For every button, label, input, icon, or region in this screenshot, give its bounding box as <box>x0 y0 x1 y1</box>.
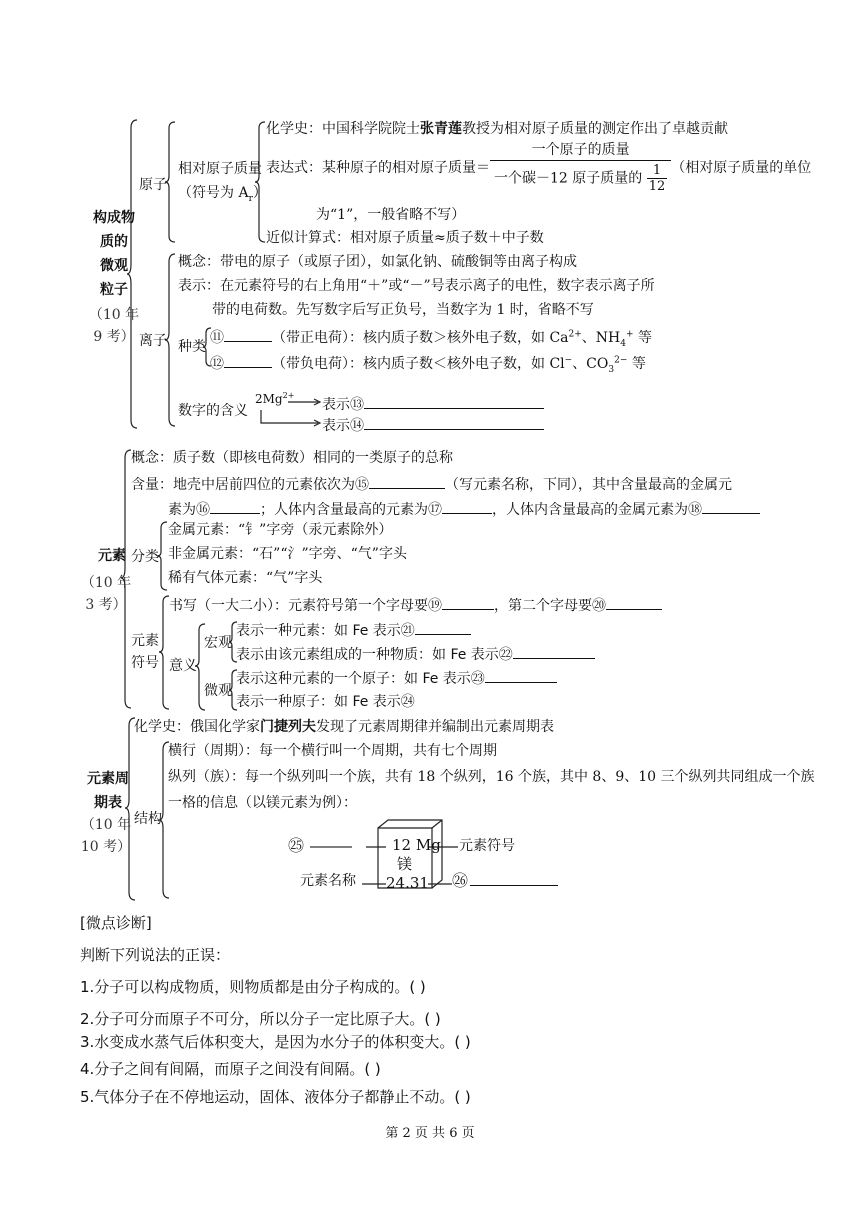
atomic-number: 12 <box>392 836 412 854</box>
answer-blank <box>364 396 544 409</box>
atomic-mass: 24.31 <box>386 874 429 892</box>
bracket <box>166 120 176 244</box>
expression-fraction <box>490 143 671 193</box>
note-line: （10 年 <box>80 575 132 591</box>
mg-ion-text: 2Mg <box>255 392 283 406</box>
periodic-history <box>134 720 554 734</box>
subscript: 3 <box>608 364 615 375</box>
history-suffix: 发现了元素周期律并编制出元素周期表 <box>316 719 554 735</box>
section-note <box>80 814 132 858</box>
kind-text: （带正电荷）：核内质子数＞核外电子数，如 Ca <box>272 330 569 346</box>
meaning-text: 表示一种原子：如 Fe 表示㉔ <box>236 694 415 710</box>
meaning-text: 表示⑬ <box>322 397 364 413</box>
diagnosis-item: 3.水变成水蒸气后体积变大，是因为水分子的体积变大。( ) <box>80 1033 471 1051</box>
structure-label: 结构 <box>134 811 162 827</box>
micro-label: 微观 <box>204 683 232 699</box>
macro-label: 宏观 <box>204 635 232 651</box>
answer-blank <box>210 501 260 514</box>
diagnosis-item: 1.分子可以构成物质，则物质都是由分子构成的。( ) <box>80 978 426 996</box>
answer-blank <box>606 597 662 610</box>
note-line: 9 考） <box>93 329 135 345</box>
classification-label: 分类 <box>131 549 159 565</box>
denominator-text: 一个碳－12 原子质量的 <box>494 170 643 187</box>
page-footer: 第 2 页 共 6 页 <box>385 1126 475 1141</box>
cell-info: 一格的信息（以镁元素为例）： <box>168 795 357 811</box>
expression-prefix: 表达式：某种原子的相对原子质量＝ <box>266 160 490 176</box>
ion-expression-1: 表示：在元素符号的右上角用“＋”或“－”号表示离子的电性，数字表示离子所 <box>178 278 655 294</box>
meaning-text: 表示⑭ <box>322 418 364 434</box>
frac-one: 1 <box>647 164 668 179</box>
number-meaning-label: 数字的含义 <box>178 403 248 419</box>
diagnosis-item: 4.分子之间有间隔，而原子之间没有间隔。( ) <box>80 1060 381 1078</box>
diagnosis-item: 2.分子可分而原子不可分，所以分子一定比原子大。( ) <box>80 1010 441 1028</box>
ram-symbol-sub: r <box>248 193 253 204</box>
title-line: 构成物 <box>93 210 135 226</box>
writing-text: 书写（一大二小）：元素符号第一个字母要⑲ <box>169 598 442 614</box>
answer-blank <box>369 476 445 489</box>
answer-blank <box>513 646 595 659</box>
mg-ion-charge: 2+ <box>282 391 295 400</box>
meaning-text: 表示这种元素的一个原子：如 Fe 表示㉓ <box>236 671 485 687</box>
micro-meaning-1 <box>236 670 557 686</box>
charge: − <box>564 355 573 366</box>
ion-expression-2: 带的电荷数。先写数字后写正负号，当数字为 1 时，省略不写 <box>212 302 594 318</box>
one-twelfth <box>647 164 668 193</box>
meaning-1 <box>322 396 544 412</box>
title-line: 质的 <box>100 234 128 250</box>
content-text: 素为⑯ <box>168 502 210 518</box>
answer-blank <box>224 355 272 368</box>
element-concept: 概念：质子数（即核电荷数）相同的一类原子的总称 <box>131 450 453 466</box>
content-text: 含量：地壳中居前四位的元素依次为⑮ <box>131 477 369 493</box>
symbol-writing <box>169 597 662 613</box>
ram-symbol-label <box>178 186 267 204</box>
answer-blank <box>485 670 557 683</box>
writing-text: ，第二个字母要⑳ <box>494 598 606 614</box>
history-prefix: 化学史：中国科学院院士 <box>266 121 420 137</box>
expression-suffix: （相对原子质量的单位 <box>671 160 812 176</box>
bracket <box>256 120 266 244</box>
diagnosis-item: 5.气体分子在不停地运动，固体、液体分子都静止不动。( ) <box>80 1088 471 1106</box>
meaning-2 <box>322 417 544 433</box>
period-row: 横行（周期）：每一个横行叫一个周期，共有七个周期 <box>168 743 497 759</box>
content-text: ，人体内含量最高的金属元素为⑱ <box>492 502 702 518</box>
bracket <box>166 252 176 430</box>
title-line: 元素周 <box>87 771 129 787</box>
symbol-label: 元素 <box>131 633 159 649</box>
ram-symbol-end: ） <box>252 185 267 201</box>
title-line: 微观 <box>100 258 128 274</box>
cell-number-symbol <box>392 838 441 853</box>
bracket <box>128 118 138 430</box>
title-line: 期表 <box>94 795 122 811</box>
element-content-2 <box>168 501 760 517</box>
content-text: （写元素名称，下同），其中含量最高的金属元 <box>445 477 732 493</box>
subscript: 4 <box>620 338 626 349</box>
atom-label: 原子 <box>139 177 167 193</box>
kind-end: 等 <box>627 356 646 372</box>
answer-blank <box>702 501 760 514</box>
ion-label: 离子 <box>139 333 167 349</box>
element-name: 镁 <box>397 855 413 873</box>
macro-meaning-2 <box>236 646 595 662</box>
note-line: （10 年 <box>88 307 140 323</box>
history-prefix: 化学史：俄国化学家 <box>134 719 260 735</box>
blank-number: ⑪ <box>210 330 224 346</box>
group-column: 纵列（族）：每一个纵列叫一个族，共有 18 个纵列，16 个族，其中 8、9、10 三个纵列共同组成一个族 <box>168 769 815 785</box>
symbol-meaning-label: 意义 <box>169 658 197 674</box>
answer-blank <box>224 329 272 342</box>
charge: 2− <box>614 355 628 366</box>
expression-line2: 为“1”，一般省略不写） <box>316 207 466 223</box>
meaning-text: 表示由该元素组成的一种物质：如 Fe 表示㉒ <box>236 647 513 663</box>
micro-meaning-2 <box>236 694 415 709</box>
answer-blank <box>470 873 558 886</box>
history-suffix: 教授为相对原子质量的测定作出了卓越贡献 <box>462 121 728 137</box>
answer-blank <box>415 622 471 635</box>
charge: 2+ <box>568 329 582 340</box>
scientist-name: 张青莲 <box>420 121 462 137</box>
fraction-numerator: 一个原子的质量 <box>490 143 671 161</box>
arrows <box>258 396 328 430</box>
answer-blank <box>442 597 494 610</box>
fraction-denominator <box>490 161 671 193</box>
diagnosis-instruction: 判断下列说法的正误： <box>80 946 231 964</box>
macro-meaning-1 <box>236 622 471 638</box>
element-content-1 <box>131 476 732 492</box>
label-element-name: 元素名称 <box>300 873 356 889</box>
symbol-label: 符号 <box>131 655 159 671</box>
ram-label: 相对原子质量 <box>178 161 262 177</box>
approx-formula: 近似计算式：相对原子质量≈质子数＋中子数 <box>266 230 544 246</box>
title-line: 粒子 <box>100 282 128 298</box>
kind-sep: 、NH <box>581 330 621 346</box>
note-line: （10 年 <box>80 817 132 833</box>
bracket <box>158 520 168 592</box>
blank-number: ⑫ <box>210 356 224 372</box>
blank-26 <box>452 873 558 889</box>
ion-kinds-label: 种类 <box>178 339 206 355</box>
scientist-name: 门捷列夫 <box>260 719 316 735</box>
kind-sep: 、CO <box>572 356 609 372</box>
frac-twelve: 12 <box>648 179 666 194</box>
class-nonmetal: 非金属元素：“石”“氵”字旁、“气”字头 <box>168 546 407 562</box>
label-element-symbol: 元素符号 <box>459 838 515 854</box>
note-line: 3 考） <box>85 597 127 613</box>
class-metal: 金属元素：“钅”字旁（汞元素除外） <box>168 522 393 538</box>
charge: + <box>626 329 634 340</box>
class-noble-gas: 稀有气体元素：“气”字头 <box>168 570 323 586</box>
ion-concept: 概念：带电的原子（或原子团），如氯化钠、硫酸铜等由离子构成 <box>178 254 577 270</box>
section-title-element: 元素 <box>98 548 126 564</box>
atom-history <box>266 122 728 136</box>
element-symbol: Mg <box>415 836 441 854</box>
ram-symbol: （符号为 A <box>178 185 249 201</box>
content-text: ；人体内含量最高的元素为⑰ <box>260 502 442 518</box>
diagnosis-heading: [微点诊断] <box>80 914 152 932</box>
blank-number-26: ㉖ <box>452 871 469 890</box>
ion-kind-negative <box>210 355 646 375</box>
answer-blank <box>442 501 492 514</box>
blank-number-25: ㉕ <box>288 836 305 855</box>
answer-blank <box>364 417 544 430</box>
bracket <box>126 716 136 902</box>
ram-expression <box>266 143 811 193</box>
ion-kind-positive <box>210 329 652 349</box>
kind-end: 等 <box>633 330 652 346</box>
kind-text: （带负电荷）：核内质子数＜核外电子数，如 Cl <box>272 356 565 372</box>
meaning-text: 表示一种元素：如 Fe 表示㉑ <box>236 623 415 639</box>
note-line: 10 考） <box>80 839 132 855</box>
bracket <box>160 740 170 902</box>
